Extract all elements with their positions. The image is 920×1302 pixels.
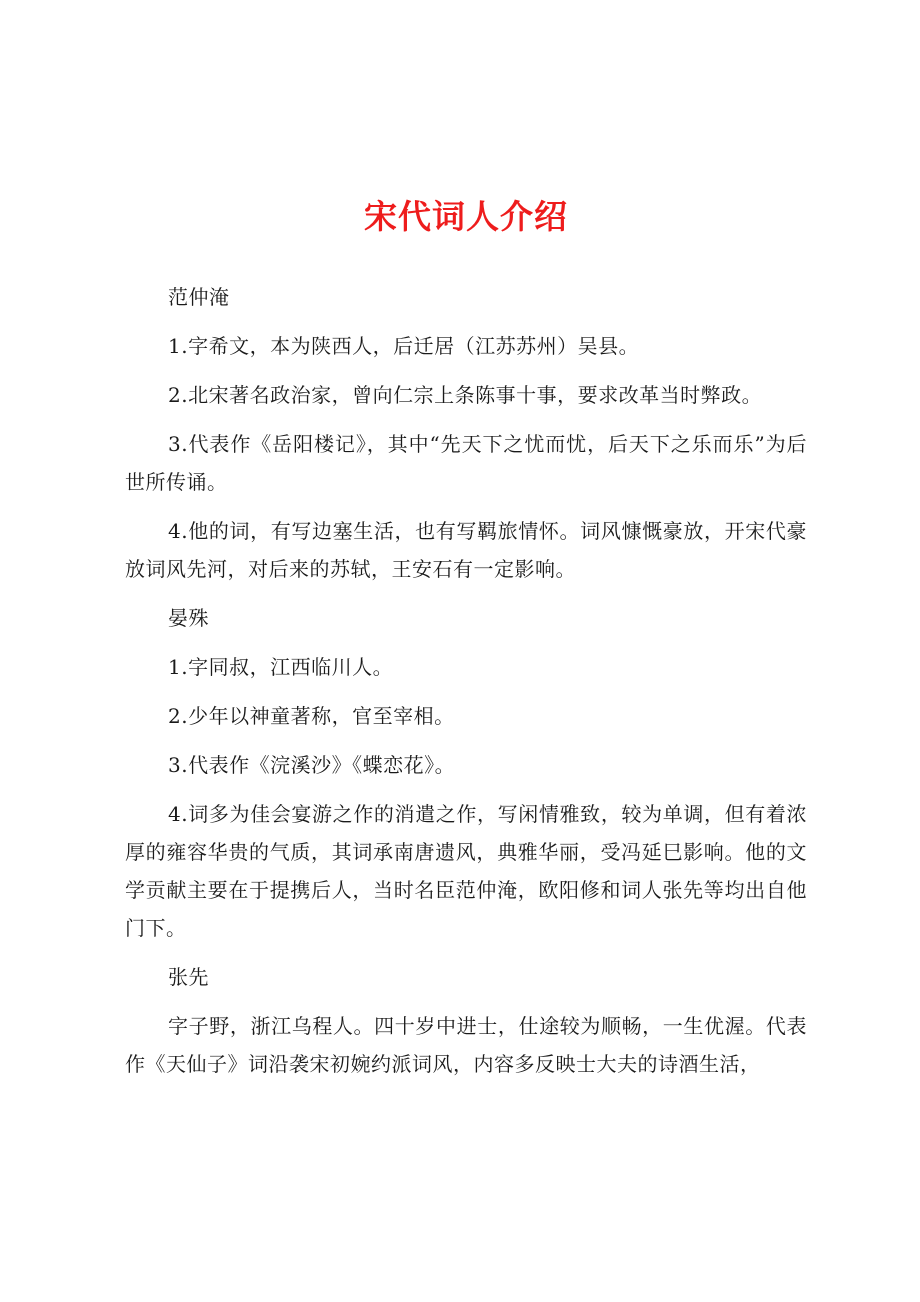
document-body <box>125 278 807 1094</box>
section-heading-fan-zhongyan: 范仲淹 <box>168 285 230 309</box>
document-title: 宋代词人介绍 <box>364 197 568 236</box>
paragraph: 1.字同叔，江西临川人。 <box>168 655 394 679</box>
paragraph: 4.词多为佳会宴游之作的消遣之作，写闲情雅致，较为单调，但有着浓厚的雍容华贵的气质，其词承南唐遗风，典雅华丽，受冯延巳影响。他的文学贡献主要在于提携后人，当时名臣范仲淹，欧阳修和词人张先等均出自他门下。 <box>125 802 807 940</box>
paragraph: 2.北宋著名政治家，曾向仁宗上条陈事十事，要求改革当时弊政。 <box>168 383 763 407</box>
paragraph: 字子野，浙江乌程人。四十岁中进士，仕途较为顺畅，一生优渥。代表作《天仙子》词沿袭宋初婉约派词风，内容多反映士大夫的诗酒生活， <box>125 1014 807 1076</box>
paragraph: 2.少年以神童著称，官至宰相。 <box>168 704 455 728</box>
section-heading-zhang-xian: 张先 <box>168 965 209 989</box>
paragraph: 3.代表作《岳阳楼记》，其中“先天下之忧而忧，后天下之乐而乐”为后世所传诵。 <box>125 432 807 494</box>
section-heading-yan-shu: 晏殊 <box>168 606 209 630</box>
paragraph: 3.代表作《浣溪沙》《蝶恋花》。 <box>168 753 456 777</box>
paragraph: 1.字希文，本为陕西人，后迁居（江苏苏州）吴县。 <box>168 334 640 358</box>
paragraph: 4.他的词，有写边塞生活，也有写羁旅情怀。词风慷慨豪放，开宋代豪放词风先河，对后来的苏轼，王安石有一定影响。 <box>125 519 807 581</box>
